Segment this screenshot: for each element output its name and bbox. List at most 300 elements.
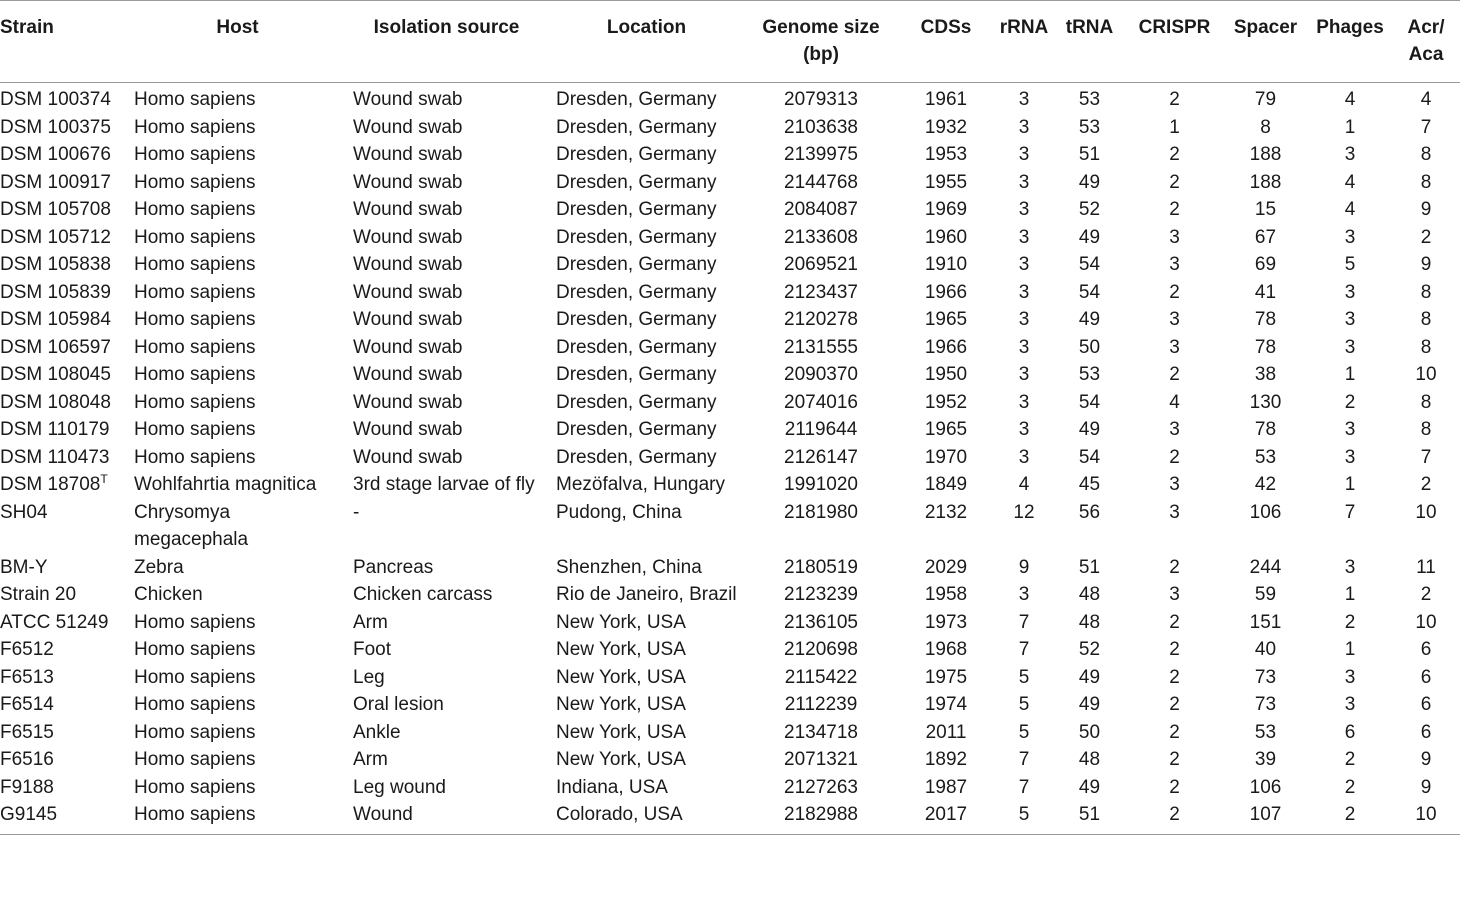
cell-spacer: 67 [1254, 226, 1277, 248]
cell-trna: 49 [1078, 776, 1101, 798]
cell-rrna: 3 [1018, 446, 1030, 468]
cell-acr-aca: 8 [1420, 281, 1432, 303]
cell-spacer: 40 [1254, 639, 1277, 660]
cell-location: Shenzhen, China [556, 556, 702, 578]
cell-spacer: 130 [1249, 391, 1282, 413]
cell-phages: 7 [1344, 501, 1356, 523]
cell-location: Dresden, Germany [556, 446, 717, 468]
cell-host: Homo sapiens [134, 666, 256, 688]
cell-isolation-source: Wound swab [353, 171, 463, 193]
table-row [0, 719, 1460, 747]
cell-rrna: 7 [1018, 639, 1030, 660]
cell-genome-size: 2069521 [784, 254, 858, 275]
cell-strain [0, 471, 130, 499]
cell-phages: 1 [1344, 639, 1356, 660]
cell-rrna: 5 [995, 801, 1053, 834]
cell-crispr: 2 [1169, 446, 1180, 468]
cell-strain: F6514 [0, 694, 54, 715]
table-row [0, 801, 1460, 834]
cell-trna: 48 [1078, 749, 1101, 770]
table-row [0, 279, 1460, 307]
cell-trna: 54 [1078, 391, 1101, 413]
cell-host: Homo sapiens [134, 446, 256, 468]
cell-cdss: 1960 [924, 226, 968, 248]
cell-location: Dresden, Germany [556, 336, 717, 358]
cell-spacer: 107 [1223, 801, 1308, 834]
cell-genome-size: 1991020 [784, 474, 858, 495]
cell-acr-aca: 8 [1420, 391, 1432, 413]
cell-strain: G9145 [0, 801, 130, 834]
cell-genome-size: 2182988 [745, 801, 897, 834]
cell-phages: 3 [1344, 309, 1356, 330]
cell-phages: 1 [1344, 116, 1356, 138]
cell-isolation-source: Wound swab [353, 281, 463, 303]
cell-rrna: 4 [1018, 474, 1030, 495]
cell-host: Homo sapiens [134, 89, 256, 110]
cell-phages: 1 [1344, 474, 1356, 495]
cell-genome-size: 2123437 [784, 281, 858, 303]
cell-location: Dresden, Germany [556, 391, 717, 413]
cell-genome-size: 2134718 [784, 721, 858, 743]
cell-genome-size: 2071321 [784, 749, 858, 770]
cell-acr-aca: 8 [1420, 144, 1432, 165]
cell-trna: 51 [1053, 801, 1126, 834]
cell-spacer: 106 [1249, 776, 1282, 798]
cell-spacer: 188 [1249, 144, 1282, 165]
cell-trna: 49 [1078, 419, 1101, 440]
table-row [0, 114, 1460, 142]
cell-rrna: 7 [1018, 776, 1030, 798]
cell-trna: 54 [1078, 254, 1101, 275]
cell-location: New York, USA [556, 666, 686, 688]
cell-spacer: 59 [1254, 584, 1277, 605]
cell-crispr: 3 [1169, 336, 1180, 358]
header-spacer: Spacer [1223, 1, 1308, 83]
cell-phages: 3 [1344, 281, 1356, 303]
cell-crispr: 2 [1169, 776, 1180, 798]
cell-trna: 52 [1078, 199, 1101, 220]
cell-crispr: 3 [1169, 226, 1180, 248]
cell-spacer: 38 [1254, 364, 1277, 385]
cell-acr-aca: 6 [1420, 694, 1432, 715]
cell-cdss: 1953 [924, 144, 968, 165]
cell-strain: DSM 106597 [0, 336, 111, 358]
cell-trna: 49 [1078, 171, 1101, 193]
cell-trna: 50 [1078, 336, 1101, 358]
header-crispr: CRISPR [1126, 1, 1223, 83]
table-row [0, 389, 1460, 417]
cell-host: Homo sapiens [134, 749, 256, 770]
cell-spacer: 244 [1249, 556, 1282, 578]
cell-phages: 4 [1344, 171, 1356, 193]
cell-location: Rio de Janeiro, Brazil [556, 584, 737, 605]
cell-isolation-source: - [353, 501, 360, 523]
cell-crispr: 2 [1169, 611, 1180, 633]
cell-acr-aca: 6 [1420, 721, 1432, 743]
cell-phages: 1 [1344, 584, 1356, 605]
cell-acr-aca: 10 [1392, 801, 1460, 834]
cell-acr-aca: 10 [1415, 364, 1437, 385]
cell-trna: 54 [1078, 446, 1101, 468]
cell-genome-size: 2074016 [784, 391, 858, 413]
cell-acr-aca: 2 [1420, 584, 1432, 605]
table-row [0, 554, 1460, 582]
cell-cdss: 1932 [924, 116, 968, 138]
cell-genome-size: 2127263 [784, 776, 858, 798]
table-row [0, 224, 1460, 252]
cell-crispr: 2 [1169, 749, 1180, 770]
cell-strain: DSM 108045 [0, 364, 111, 385]
cell-genome-size: 2103638 [784, 116, 858, 138]
cell-rrna: 3 [1018, 254, 1030, 275]
cell-location: Dresden, Germany [556, 254, 717, 275]
cell-location: Pudong, China [556, 501, 682, 523]
cell-strain: Strain 20 [0, 584, 77, 605]
cell-location: Dresden, Germany [556, 309, 717, 330]
cell-spacer: 42 [1254, 474, 1277, 495]
cell-rrna: 3 [1018, 364, 1030, 385]
cell-genome-size: 2119644 [784, 419, 858, 440]
cell-genome-size: 2126147 [784, 446, 858, 468]
cell-acr-aca: 11 [1416, 556, 1436, 578]
cell-rrna: 5 [1018, 721, 1030, 743]
cell-acr-aca: 2 [1420, 226, 1432, 248]
cell-strain: F9188 [0, 776, 54, 798]
cell-location: New York, USA [556, 694, 686, 715]
table-row [0, 581, 1460, 609]
cell-strain: DSM 110179 [0, 419, 110, 440]
cell-acr-aca: 6 [1420, 639, 1432, 660]
cell-rrna: 3 [1018, 116, 1030, 138]
cell-spacer: 188 [1249, 171, 1282, 193]
cell-phages: 3 [1344, 556, 1356, 578]
cell-cdss: 1952 [924, 391, 968, 413]
table-row [0, 361, 1460, 389]
cell-isolation-source: Oral lesion [353, 694, 444, 715]
cell-cdss: 2029 [924, 556, 968, 578]
cell-genome-size: 2120698 [784, 639, 858, 660]
cell-host: Homo sapiens [134, 364, 256, 385]
cell-acr-aca: 8 [1420, 336, 1432, 358]
cell-rrna: 3 [1018, 199, 1030, 220]
cell-isolation-source: Leg [353, 666, 385, 688]
cell-trna: 53 [1078, 116, 1101, 138]
cell-phages: 2 [1344, 611, 1356, 633]
header-strain: Strain [0, 1, 130, 83]
cell-cdss: 1958 [924, 584, 968, 605]
cell-genome-size: 2139975 [784, 144, 858, 165]
cell-spacer: 106 [1249, 501, 1282, 523]
cell-cdss: 1965 [924, 419, 968, 440]
cell-trna: 53 [1078, 89, 1101, 110]
cell-strain: DSM 100676 [0, 144, 111, 165]
cell-acr-aca: 8 [1420, 171, 1432, 193]
cell-isolation-source: Ankle [353, 721, 401, 743]
cell-location: Indiana, USA [556, 776, 668, 798]
cell-crispr: 2 [1169, 364, 1180, 385]
cell-genome-size: 2115422 [784, 666, 858, 688]
cell-phages: 2 [1344, 391, 1356, 413]
cell-phages: 3 [1344, 336, 1356, 358]
cell-phages: 2 [1344, 749, 1356, 770]
cell-location: Dresden, Germany [556, 199, 717, 220]
cell-spacer: 78 [1254, 419, 1277, 440]
cell-rrna: 3 [1018, 584, 1030, 605]
cell-host: Zebra [134, 556, 184, 578]
cell-spacer: 39 [1254, 749, 1277, 770]
cell-acr-aca: 9 [1420, 254, 1432, 275]
cell-genome-size: 2133608 [784, 226, 858, 248]
cell-isolation-source: Arm [353, 611, 388, 633]
cell-strain: F6512 [0, 639, 54, 660]
cell-cdss: 1966 [924, 281, 968, 303]
cell-location: Dresden, Germany [556, 144, 717, 165]
cell-host: Homo sapiens [134, 419, 256, 440]
cell-rrna: 3 [1018, 281, 1030, 303]
cell-crispr: 2 [1169, 639, 1180, 660]
cell-phages: 3 [1344, 446, 1356, 468]
cell-isolation-source: Wound swab [353, 364, 463, 385]
cell-rrna: 3 [1018, 419, 1030, 440]
cell-spacer: 41 [1254, 281, 1277, 303]
table-row [0, 691, 1460, 719]
table-row [0, 334, 1460, 362]
header-trna: tRNA [1053, 1, 1126, 83]
cell-host: Homo sapiens [134, 116, 256, 138]
cell-isolation-source: Wound swab [353, 116, 463, 138]
cell-crispr: 2 [1169, 144, 1180, 165]
cell-trna: 54 [1078, 281, 1101, 303]
table-row [0, 169, 1460, 197]
cell-host: Homo sapiens [134, 721, 256, 743]
cell-cdss: 1966 [924, 336, 968, 358]
cell-cdss: 1987 [924, 776, 968, 798]
table-row [0, 746, 1460, 774]
cell-isolation-source: Wound swab [353, 254, 463, 275]
table-row [0, 251, 1460, 279]
cell-acr-aca: 7 [1420, 446, 1432, 468]
cell-strain: F6515 [0, 721, 54, 743]
cell-trna: 56 [1078, 501, 1101, 523]
cell-strain: DSM 105838 [0, 254, 111, 275]
cell-genome-size: 2136105 [784, 611, 858, 633]
cell-host: Homo sapiens [134, 336, 256, 358]
cell-host: Homo sapiens [130, 801, 345, 834]
cell-location: Mezöfalva, Hungary [556, 474, 725, 495]
cell-isolation-source: Wound swab [353, 309, 463, 330]
cell-spacer: 15 [1254, 199, 1277, 220]
cell-isolation-source: Wound swab [353, 336, 463, 358]
header-rrna: rRNA [995, 1, 1053, 83]
table-row [0, 306, 1460, 334]
cell-strain: F6513 [0, 666, 54, 688]
cell-cdss: 1965 [924, 309, 968, 330]
cell-genome-size: 2180519 [784, 556, 858, 578]
cell-acr-aca: 2 [1420, 474, 1432, 495]
table-row [0, 196, 1460, 224]
cell-cdss: 1910 [924, 254, 968, 275]
cell-trna: 51 [1078, 144, 1101, 165]
table-row [0, 664, 1460, 692]
cell-genome-size: 2181980 [784, 501, 858, 523]
cell-trna: 48 [1078, 611, 1101, 633]
table-row [0, 609, 1460, 637]
cell-rrna: 3 [1018, 144, 1030, 165]
cell-isolation-source: Wound swab [353, 419, 463, 440]
cell-crispr: 2 [1169, 666, 1180, 688]
cell-genome-size: 2144768 [784, 171, 858, 193]
cell-isolation-source: Pancreas [353, 556, 434, 578]
cell-location: Dresden, Germany [556, 364, 717, 385]
cell-location: Dresden, Germany [556, 419, 717, 440]
cell-trna: 45 [1078, 474, 1101, 495]
cell-host: Homo sapiens [134, 144, 256, 165]
cell-strain: DSM 105984 [0, 309, 111, 330]
cell-cdss: 1969 [924, 199, 968, 220]
cell-spacer: 78 [1254, 336, 1277, 358]
cell-phages: 2 [1308, 801, 1392, 834]
cell-crispr: 3 [1169, 584, 1180, 605]
cell-rrna: 7 [1018, 749, 1030, 770]
header-genome-size: Genome size (bp) [745, 1, 897, 83]
cell-location: Colorado, USA [548, 801, 745, 834]
cell-isolation-source: Foot [353, 639, 392, 660]
cell-strain: DSM 108048 [0, 391, 111, 413]
cell-host: Homo sapiens [134, 776, 256, 798]
cell-cdss: 1849 [924, 474, 968, 495]
cell-cdss: 1955 [924, 171, 968, 193]
cell-trna: 49 [1078, 309, 1101, 330]
cell-location: New York, USA [556, 749, 686, 770]
cell-strain: DSM 100375 [0, 116, 111, 138]
cell-acr-aca: 9 [1420, 749, 1432, 770]
cell-strain: SH04 [0, 501, 48, 523]
table-row [0, 774, 1460, 802]
cell-crispr: 1 [1169, 116, 1180, 138]
cell-trna: 50 [1078, 721, 1101, 743]
cell-cdss: 1968 [924, 639, 968, 660]
cell-strain: F6516 [0, 749, 54, 770]
cell-rrna: 7 [1018, 611, 1030, 633]
cell-trna: 52 [1078, 639, 1101, 660]
cell-isolation-source: Wound swab [353, 199, 463, 220]
cell-crispr: 3 [1169, 254, 1180, 275]
type-strain-superscript: T [100, 472, 108, 486]
cell-host: Homo sapiens [134, 611, 256, 633]
cell-location: New York, USA [556, 611, 686, 633]
cell-host: Homo sapiens [134, 171, 256, 193]
cell-trna: 51 [1078, 556, 1101, 578]
cell-spacer: 69 [1254, 254, 1277, 275]
cell-crispr: 2 [1169, 171, 1180, 193]
cell-strain: BM-Y [0, 556, 48, 578]
table-row [0, 471, 1460, 499]
cell-isolation-source: Arm [353, 749, 388, 770]
table-row [0, 499, 1460, 554]
cell-rrna: 5 [1018, 694, 1030, 715]
table-row [0, 444, 1460, 472]
cell-acr-aca: 9 [1420, 776, 1432, 798]
cell-host: Homo sapiens [134, 226, 256, 248]
cell-location: Dresden, Germany [556, 226, 717, 248]
cell-phages: 5 [1344, 254, 1356, 275]
cell-trna: 53 [1078, 364, 1101, 385]
cell-spacer: 53 [1254, 446, 1277, 468]
cell-cdss: 1973 [924, 611, 968, 633]
cell-crispr: 3 [1169, 419, 1180, 440]
cell-cdss: 1975 [924, 666, 968, 688]
cell-isolation-source: Wound swab [353, 144, 463, 165]
cell-location: New York, USA [556, 721, 686, 743]
cell-host: Chicken [134, 584, 203, 605]
cell-host: Wohlfahrtia magnitica [134, 474, 317, 495]
cell-spacer: 73 [1254, 666, 1277, 688]
cell-rrna: 3 [1018, 89, 1030, 110]
cell-location: Dresden, Germany [556, 171, 717, 193]
cell-acr-aca: 4 [1420, 89, 1432, 110]
header-isolation-source: Isolation source [345, 1, 548, 83]
cell-host: Homo sapiens [134, 281, 256, 303]
table-body [0, 83, 1460, 835]
cell-cdss: 2011 [925, 721, 967, 743]
cell-phages: 3 [1344, 144, 1356, 165]
cell-crispr: 3 [1169, 501, 1180, 523]
cell-cdss: 2132 [924, 501, 968, 523]
cell-phages: 3 [1344, 226, 1356, 248]
cell-rrna: 3 [1018, 309, 1030, 330]
table-row [0, 416, 1460, 444]
cell-host: Chrysomya megacephala [134, 501, 249, 550]
cell-trna: 49 [1078, 226, 1101, 248]
cell-cdss: 1974 [924, 694, 968, 715]
cell-host: Homo sapiens [134, 391, 256, 413]
cell-genome-size: 2131555 [784, 336, 858, 358]
cell-spacer: 151 [1249, 611, 1282, 633]
cell-spacer: 79 [1254, 89, 1277, 110]
cell-acr-aca: 8 [1420, 419, 1432, 440]
cell-isolation-source: Chicken carcass [353, 584, 493, 605]
cell-rrna: 5 [1018, 666, 1030, 688]
cell-host: Homo sapiens [134, 694, 256, 715]
cell-location: New York, USA [556, 639, 686, 660]
cell-strain: DSM 100374 [0, 89, 111, 110]
cell-genome-size: 2112239 [784, 694, 858, 715]
table-row [0, 141, 1460, 169]
cell-rrna: 9 [1018, 556, 1030, 578]
cell-genome-size: 2084087 [784, 199, 858, 220]
cell-strain: ATCC 51249 [0, 611, 109, 633]
cell-crispr: 2 [1169, 721, 1180, 743]
cell-phages: 6 [1344, 721, 1356, 743]
cell-strain: DSM 110473 [0, 446, 110, 468]
cell-acr-aca: 6 [1420, 666, 1432, 688]
cell-crispr: 4 [1169, 391, 1180, 413]
cell-location: Dresden, Germany [556, 89, 717, 110]
cell-host: Homo sapiens [134, 199, 256, 220]
cell-trna: 48 [1078, 584, 1101, 605]
cell-location: Dresden, Germany [556, 281, 717, 303]
cell-rrna: 3 [1018, 336, 1030, 358]
cell-genome-size: 2120278 [784, 309, 858, 330]
cell-rrna: 3 [1018, 391, 1030, 413]
cell-phages: 1 [1344, 364, 1356, 385]
cell-host: Homo sapiens [134, 639, 256, 660]
cell-cdss: 1950 [924, 364, 968, 385]
cell-isolation-source: Wound [345, 801, 548, 834]
cell-crispr: 2 [1169, 556, 1180, 578]
cell-phages: 3 [1344, 666, 1356, 688]
table-row [0, 83, 1460, 114]
